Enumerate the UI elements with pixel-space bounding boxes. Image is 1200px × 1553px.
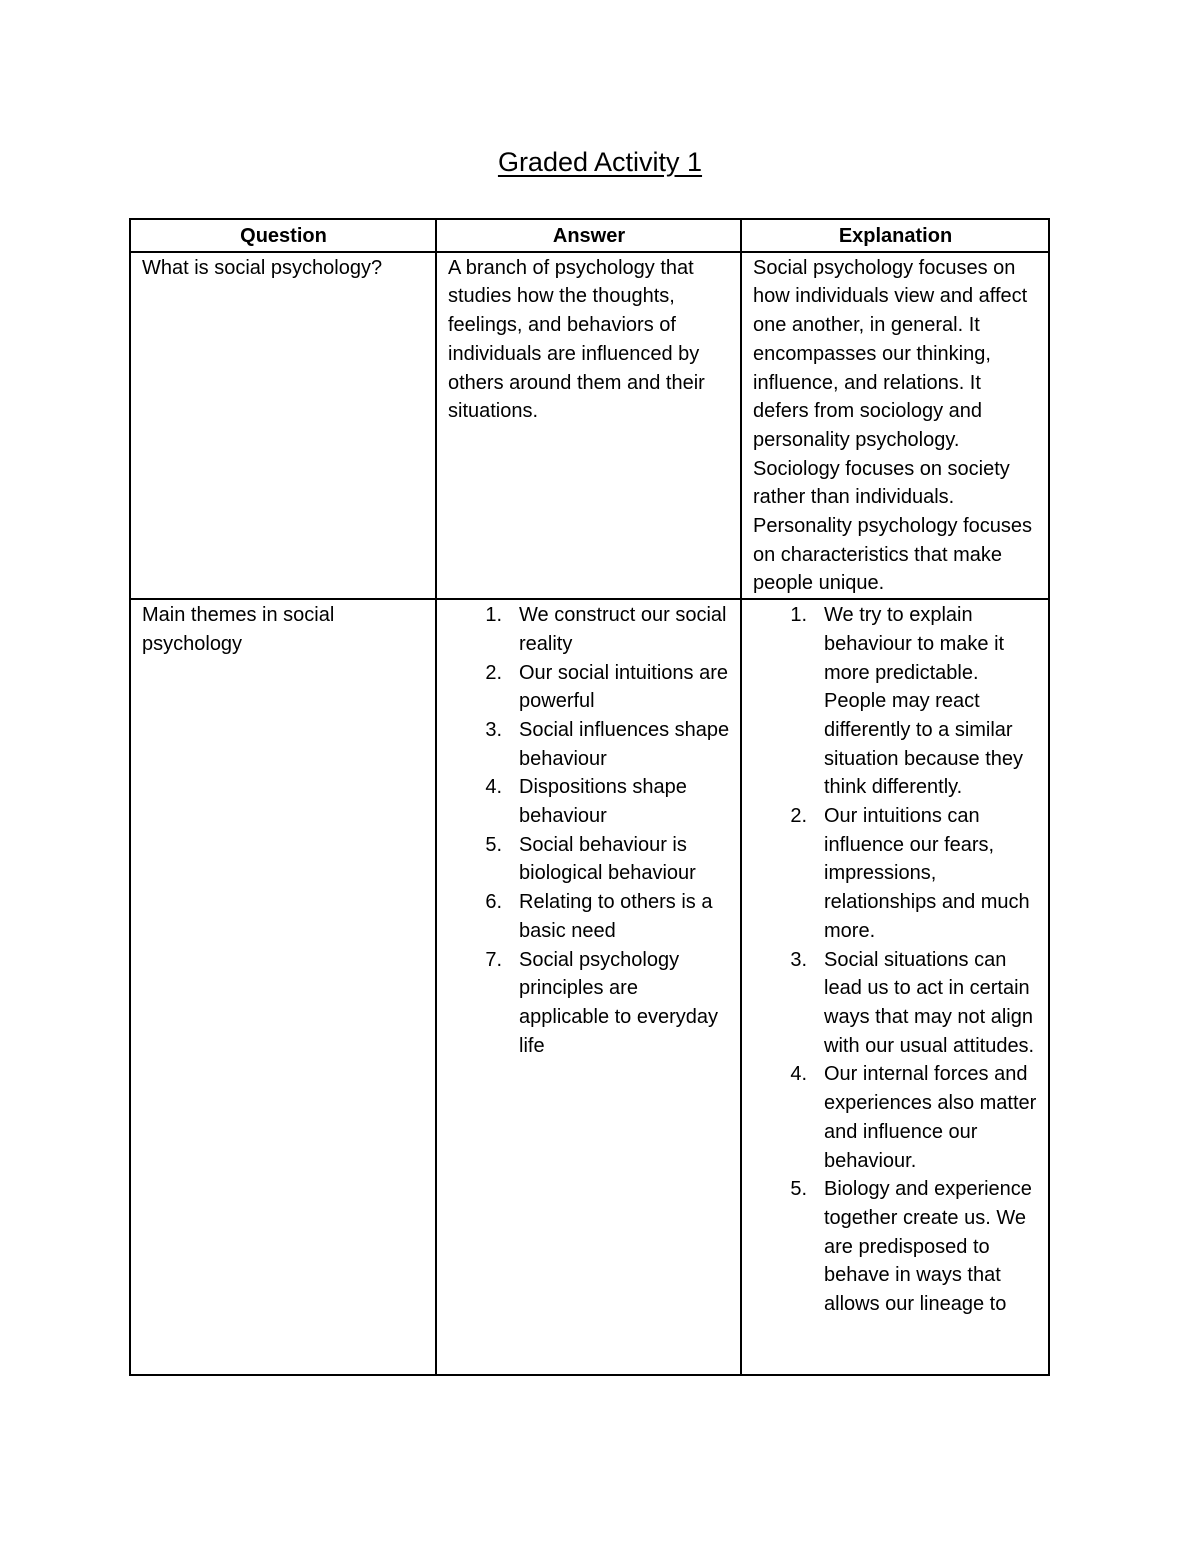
explanation-text: Social psychology focuses on how individuals view and affect one another, in general. It encompasses our thinking, influence, and relations. It defers from sociology and personality psychology. Sociology focuses on society rather than individuals. Personality psychology focuses on characteristics that make people unique. (753, 256, 1033, 595)
list-item: Biology and experience together create us. We are predisposed to behave in ways that allows our lineage to (824, 1178, 1032, 1316)
list-item: Dispositions shape behaviour (519, 776, 687, 828)
header-answer: Answer (436, 219, 741, 252)
list-item: Social influences shape behaviour (519, 718, 730, 770)
explanation-cell (741, 252, 1049, 599)
answer-cell (436, 252, 741, 599)
activity-table (129, 218, 1050, 1376)
list-item: Social situations can lead us to act in certain ways that may not align with our usual attitudes. (824, 948, 1035, 1057)
answer-text: A branch of psychology that studies how the thoughts, feelings, and behaviors of individuals are influenced by others around them and their situations. (448, 256, 705, 423)
header-question: Question (130, 219, 436, 252)
list-item: Social behaviour is biological behaviour (519, 833, 696, 885)
header-explanation: Explanation (741, 219, 1049, 252)
question-text: What is social psychology? (142, 256, 383, 279)
document-title: Graded Activity 1 (497, 147, 703, 177)
explanation-list (753, 601, 1038, 1319)
table-row (130, 599, 1049, 1375)
list-item: We construct our social reality (519, 604, 727, 655)
list-item: Our internal forces and experiences also matter and influence our behaviour. (824, 1063, 1037, 1172)
question-text: Main themes in social psychology (142, 604, 335, 655)
answer-list (448, 601, 730, 1060)
list-item: Social psychology principles are applicable to everyday life (519, 948, 719, 1057)
question-cell (130, 252, 436, 599)
list-item: We try to explain behaviour to make it more predictable. People may react differently to a similar situation because they think differently. (824, 604, 1024, 799)
list-item: Relating to others is a basic need (519, 891, 713, 942)
table-header-row (130, 219, 1049, 252)
explanation-cell (741, 599, 1049, 1375)
list-item: Our intuitions can influence our fears, impressions, relationships and much more. (824, 805, 1030, 942)
answer-cell (436, 599, 741, 1375)
question-cell (130, 599, 436, 1375)
table-row (130, 252, 1049, 599)
list-item: Our social intuitions are powerful (519, 661, 728, 713)
